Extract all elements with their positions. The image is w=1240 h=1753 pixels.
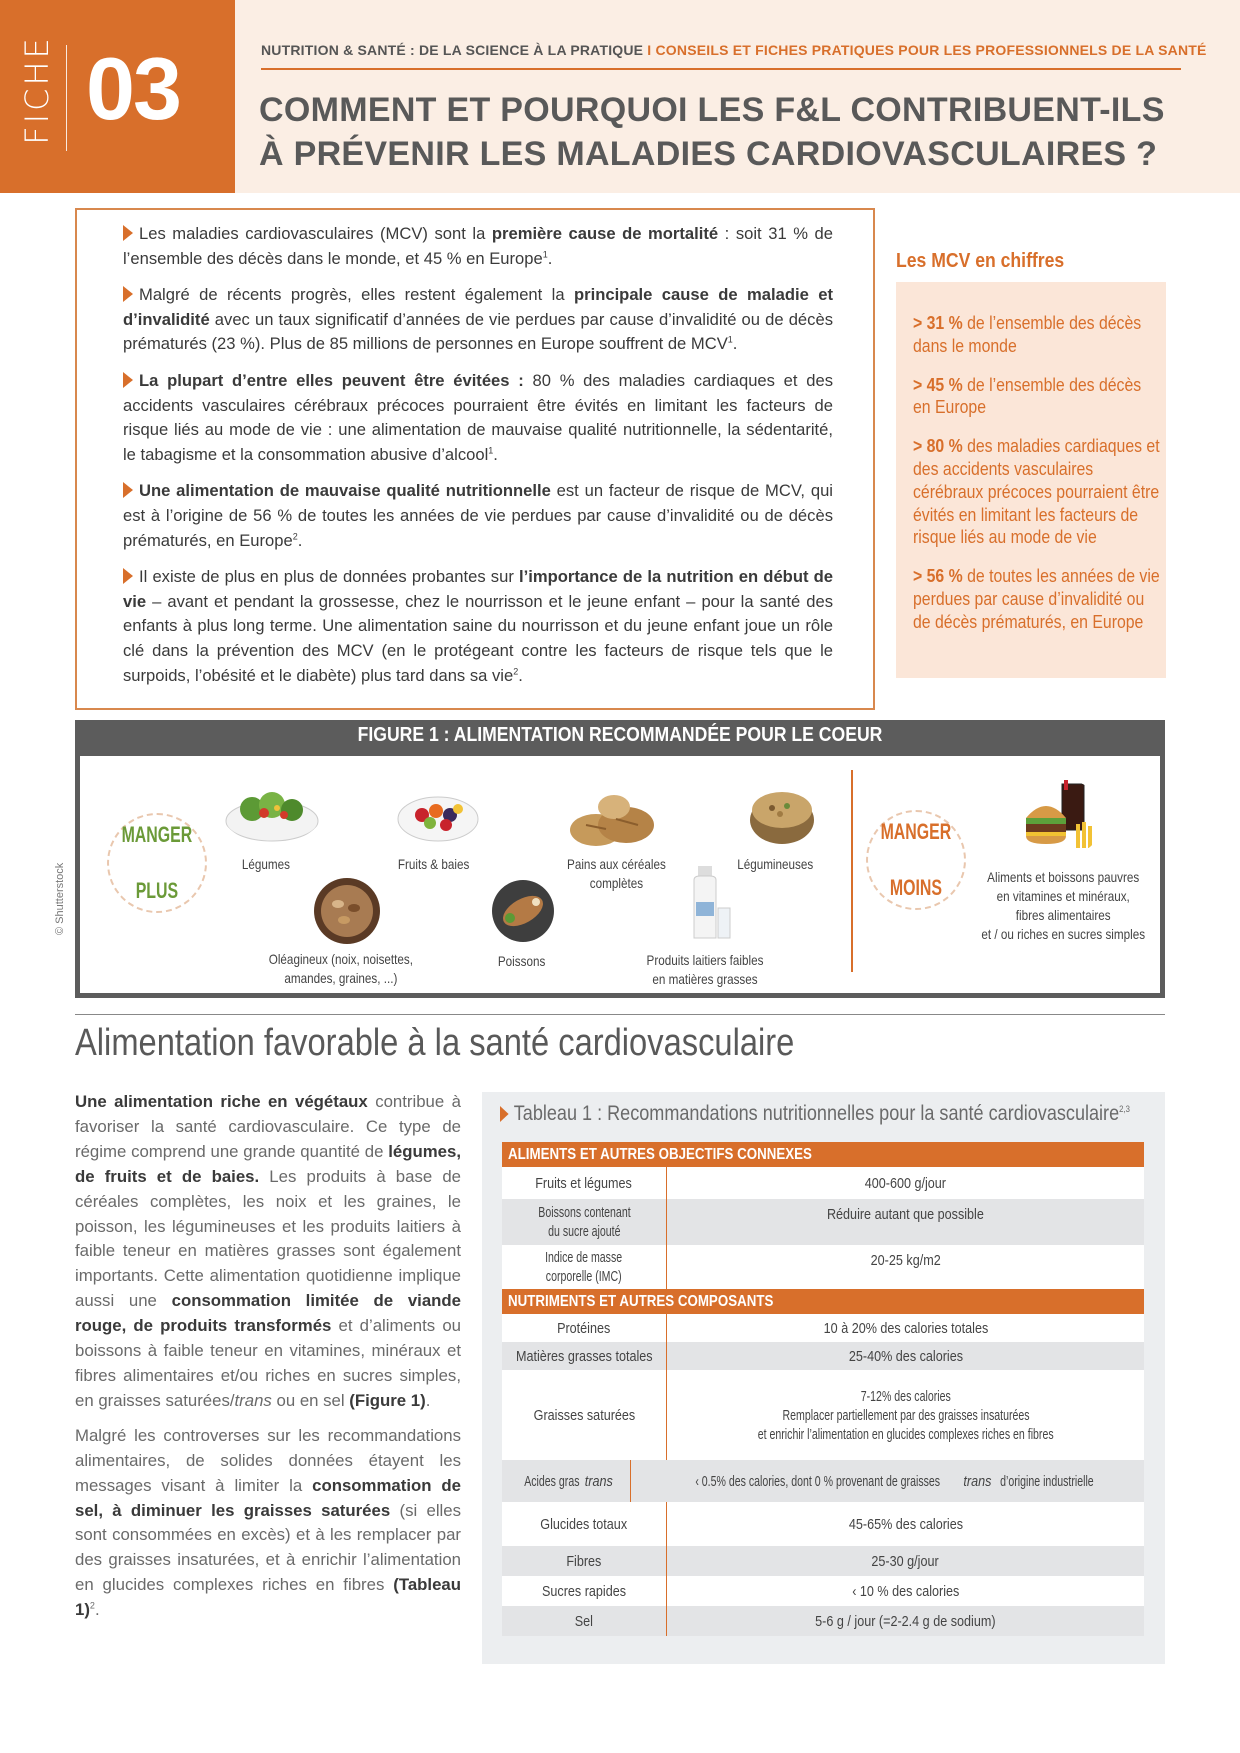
- table-row: Acides grastrans ‹ 0.5% des calories, dont 0 % provenant de graissestransd’origine industrielle: [502, 1460, 1144, 1502]
- section-title: Alimentation favorable à la santé cardiovasculaire: [75, 1022, 795, 1064]
- section-rule: [75, 1014, 1165, 1015]
- intro-paragraph: Il existe de plus en plus de données probantes sur l’importance de la nutrition en début de vie – avant et pendant la grossesse, chez le nourrisson et le jeune enfant – pour la santé des enfants à plus long terme. Une alimentation saine du nourrisson et du jeune enfant joue un rôle clé dans la prévention des MCV (en le protégeant contre les facteurs de risque tels que le surpoids, l’obésité et le diabète) plus tard dans sa vie$^2$.: [123, 567, 833, 685]
- table-row: Sucres rapides ‹ 10 % des calories: [502, 1576, 1144, 1606]
- page-title-line1: COMMENT ET POURQUOI LES F&L CONTRIBUENT-ILS: [259, 91, 1165, 129]
- intro-paragraph: Malgré de récents progrès, elles restent également la principale cause de maladie et d’invalidité avec un taux significatif d’années de vie perdues par cause d’invalidité ou de décès prématurés (23 %). Plus de 85 millions de personnes en Europe souffrent de MCV$^1$.: [123, 285, 833, 354]
- bread-icon: [566, 785, 658, 855]
- series-rule: [261, 68, 1181, 70]
- table-row: Sel 5-6 g / jour (=2-2.4 g de sodium): [502, 1606, 1144, 1636]
- sidebar-title: Les MCV en chiffres: [896, 250, 1065, 272]
- table-row: Protéines 10 à 20% des calories totales: [502, 1314, 1144, 1342]
- series-left: NUTRITION & SANTÉ : DE LA SCIENCE À LA PRATIQUE: [261, 42, 644, 58]
- stat-item: > 31 % de l’ensemble des décès dans le monde: [913, 312, 1142, 356]
- photo-credit: © Shutterstock: [54, 862, 66, 935]
- table-row: Glucides totaux 45-65% des calories: [502, 1502, 1144, 1546]
- body-column: [75, 1090, 461, 1633]
- table-row: Indice de masse corporelle (IMC) 20-25 kg/m2: [502, 1245, 1144, 1289]
- nutrition-table: [502, 1142, 1144, 1636]
- label-legumineuses: Légumineuses: [737, 857, 814, 872]
- milk-bottle-icon: [686, 862, 734, 942]
- bullet-arrow-icon: [123, 482, 133, 498]
- table-row: Matières grasses totales 25-40% des calories: [502, 1342, 1144, 1370]
- fiche-number: 03: [86, 39, 180, 138]
- bullet-arrow-icon: [123, 568, 133, 584]
- stat-item: > 80 % des maladies cardiaques et des accidents vasculaires cérébraux précoces pourraient être évités en limitant les facteurs de risque liés au mode de vie: [913, 435, 1160, 548]
- table-section-header: NUTRIMENTS ET AUTRES COMPOSANTS: [502, 1289, 1144, 1314]
- intro-paragraph: Une alimentation de mauvaise qualité nutritionnelle est un facteur de risque de MCV, qui est à l’origine de 56 % de toutes les années de vie perdues par cause d’invalidité ou de décès prématurés, en Europe$^2$.: [123, 481, 833, 550]
- label-pains: Pains aux céréales complètes: [567, 857, 666, 891]
- series-right: I CONSEILS ET FICHES PRATIQUES POUR LES PROFESSIONNELS DE LA SANTÉ: [643, 42, 1207, 58]
- fiche-separator: [66, 45, 67, 151]
- intro-box: [75, 208, 875, 710]
- figure-divider: [851, 770, 853, 972]
- body-paragraph: Une alimentation riche en végétaux contribue à favoriser la santé cardiovasculaire. Ce type de régime comprend une grande quantité de légumes, de fruits et de baies. Les produits à base de céréales complètes, les noix et les graines, le poisson, les légumineuses et les produits laitiers à faible teneur en matières grasses sont également importants. Cette alimentation quotidienne implique aussi une consommation limitée de viande rouge, de produits transformés et d’aliments ou boissons à faible teneur en vitamines, minéraux et fibres alimentaires et/ou riches en sucres simples, en graisses saturées/trans ou en sel (Figure 1).: [75, 1092, 462, 1410]
- fish-plate-icon: [490, 878, 556, 944]
- table-title: Tableau 1 : Recommandations nutritionnelles pour la santé cardiovasculaire$^{2,3}$: [500, 1102, 1130, 1126]
- stat-item: > 45 % de l’ensemble des décès en Europe: [913, 373, 1142, 418]
- stat-item: > 56 % de toutes les années de vie perdues par cause d’invalidité ou de décès prématurés, en Europe: [913, 565, 1160, 632]
- page-title: [259, 88, 1219, 176]
- body-paragraph: Malgré les controverses sur les recommandations alimentaires, de solides données étayent les messages visant à limiter la consommation de sel, à diminuer les graisses saturées (si elles sont consommées en excès) et à les remplacer par des graisses insaturées, et à enrichir l’alimentation en glucides complexes riches en fibres (Tableau 1)$^2$.: [75, 1425, 462, 1620]
- fiche-label: FICHE: [18, 35, 56, 145]
- bullet-arrow-icon: [123, 286, 133, 302]
- series-line: [261, 42, 1207, 58]
- nuts-bowl-icon: [312, 876, 382, 946]
- label-legumes: Légumes: [241, 857, 291, 872]
- salad-bowl-icon: [222, 783, 322, 843]
- page-title-line2: À PRÉVENIR LES MALADIES CARDIOVASCULAIRES ?: [259, 135, 1158, 173]
- bullet-arrow-icon: [123, 225, 133, 241]
- table-section-header: ALIMENTS ET AUTRES OBJECTIFS CONNEXES: [502, 1142, 1144, 1167]
- burger-soda-icon: [1014, 778, 1104, 858]
- bullet-arrow-icon: [500, 1106, 509, 1122]
- bullet-arrow-icon: [123, 372, 133, 388]
- label-poissons: Poissons: [497, 954, 546, 969]
- label-fruits: Fruits & baies: [397, 857, 470, 872]
- table-row: Fibres 25-30 g/jour: [502, 1546, 1144, 1576]
- manger-moins-badge: MANGER MOINS: [866, 810, 966, 910]
- intro-paragraph: Les maladies cardiovasculaires (MCV) sont la première cause de mortalité : soit 31 % de l’ensemble des décès dans le monde, et 45 % en Europe$^1$.: [123, 224, 833, 268]
- legumes-bowl-icon: [747, 780, 817, 846]
- table-row: Fruits et légumes 400-600 g/jour: [502, 1167, 1144, 1199]
- fruit-bowl-icon: [396, 787, 480, 843]
- label-manger-moins-foods: Aliments et boissons pauvres en vitamines et minéraux, fibres alimentaires et / ou riches en sucres simples: [981, 870, 1146, 942]
- manger-plus-badge: MANGER PLUS: [107, 813, 207, 913]
- sidebar-stats-box: [896, 282, 1166, 678]
- table-row: Graisses saturées 7-12% des calories Remplacer partiellement par des graisses insaturées et enrichir l’alimentation en glucides complexes riches en fibres: [502, 1370, 1144, 1460]
- intro-paragraph: La plupart d’entre elles peuvent être évitées : 80 % des maladies cardiaques et des accidents vasculaires cérébraux précoces pourraient être évités en limitant les facteurs de risque liés au mode de vie : une alimentation de mauvaise qualité nutritionnelle, la sédentarité, le tabagisme et la consommation abusive d’alcool$^1$.: [123, 370, 834, 464]
- table-row: Boissons contenant du sucre ajouté Réduire autant que possible: [502, 1199, 1144, 1245]
- label-produits-laitiers: Produits laitiers faibles en matières grasses: [646, 953, 764, 987]
- label-oleagineux: Oléagineux (noix, noisettes, amandes, graines, ...): [268, 952, 414, 986]
- figure-title: FIGURE 1 : ALIMENTATION RECOMMANDÉE POUR LE COEUR: [357, 724, 883, 746]
